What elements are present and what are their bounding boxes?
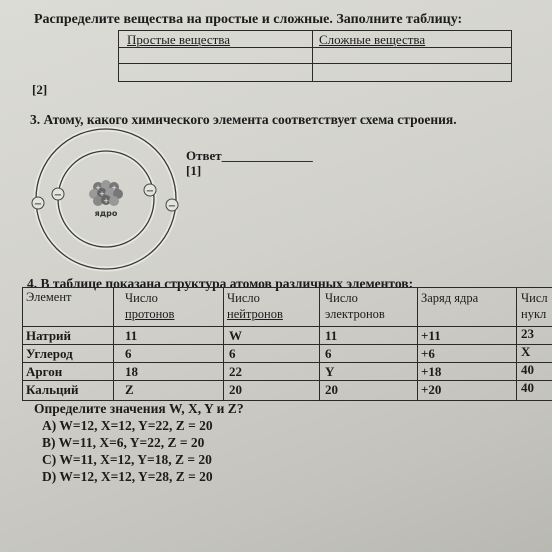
row-mass: X: [521, 344, 531, 359]
header-protons-2: протонов: [125, 307, 175, 321]
electron-icon: [144, 184, 156, 197]
task3-marks: [1]: [186, 163, 202, 178]
row-charge: +6: [421, 346, 435, 361]
column-header-simple: Простые вещества: [127, 32, 231, 47]
row-charge: +11: [421, 328, 441, 343]
nucleus-label: ядро: [94, 209, 118, 218]
svg-text:−: −: [167, 201, 177, 212]
row-electrons: 20: [325, 382, 338, 397]
svg-text:−: −: [53, 190, 63, 201]
header-neutrons-1: Число: [227, 291, 260, 305]
row-element: Натрий: [26, 328, 72, 343]
header-protons-1: Число: [125, 291, 158, 305]
atom-diagram: [30, 127, 180, 277]
row-mass: 23: [521, 326, 534, 341]
svg-text:+: +: [95, 184, 101, 192]
row-element: Углерод: [26, 346, 73, 361]
header-charge: Заряд ядра: [421, 291, 479, 305]
row-electrons: Y: [325, 364, 335, 379]
task4-intro: 4. В таблице показана структура атомов различных элементов:: [27, 276, 414, 291]
answer-option-a[interactable]: A) W=12, X=12, Y=22, Z = 20: [42, 418, 213, 433]
nucleus-icon: [89, 180, 123, 206]
header-element: Элемент: [26, 290, 72, 304]
answer-blank[interactable]: ______________: [221, 148, 313, 163]
atom-svg: [30, 127, 180, 277]
electron-icon: [52, 188, 64, 201]
row-electrons: 11: [325, 328, 338, 343]
simple-cell-1[interactable]: [119, 48, 311, 63]
electron-icon: [166, 199, 178, 212]
row-neutrons: 6: [229, 346, 236, 361]
row-charge: +18: [421, 364, 442, 379]
svg-text:+: +: [103, 197, 109, 205]
row-charge: +20: [421, 382, 442, 397]
svg-text:+: +: [99, 190, 105, 198]
task2-instruction: Распределите вещества на простые и сложные. Заполните таблицу:: [34, 12, 463, 27]
row-mass: 40: [521, 380, 534, 395]
electron-icon: [32, 197, 44, 210]
atom-structure-table: [22, 287, 552, 401]
task2-marks: [2]: [32, 82, 48, 97]
row-protons: 11: [125, 328, 138, 343]
row-neutrons: 20: [229, 382, 242, 397]
header-mass-1: Числ: [521, 291, 548, 305]
answer-option-d[interactable]: D) W=12, X=12, Y=28, Z = 20: [42, 469, 213, 484]
header-mass-2: нукл: [521, 307, 547, 321]
answer-option-b[interactable]: B) W=11, X=6, Y=22, Z = 20: [42, 435, 205, 450]
row-mass: 40: [521, 362, 534, 377]
simple-complex-table: [118, 30, 512, 82]
task4-question: Определите значения W, X, Y и Z?: [34, 401, 244, 416]
answer-label: Ответ______________: [186, 148, 313, 163]
complex-cell-1[interactable]: [314, 48, 510, 63]
row-element: Аргон: [26, 364, 63, 379]
row-element: Кальций: [26, 382, 79, 397]
row-electrons: 6: [325, 346, 332, 361]
simple-cell-2[interactable]: [119, 64, 311, 80]
complex-cell-2[interactable]: [314, 64, 510, 80]
header-electrons-2: электронов: [325, 307, 385, 321]
header-neutrons-2: нейтронов: [227, 307, 283, 321]
row-protons: Z: [125, 382, 134, 397]
row-protons: 18: [125, 364, 138, 379]
row-neutrons: W: [229, 328, 242, 343]
svg-text:−: −: [145, 186, 155, 197]
svg-text:−: −: [33, 199, 43, 210]
svg-text:+: +: [111, 184, 117, 192]
row-protons: 6: [125, 346, 132, 361]
answer-option-c[interactable]: C) W=11, X=12, Y=18, Z = 20: [42, 452, 212, 467]
task3-question: 3. Атому, какого химического элемента соответствует схема строения.: [30, 112, 457, 127]
row-neutrons: 22: [229, 364, 242, 379]
column-header-complex: Сложные вещества: [319, 32, 426, 47]
header-electrons-1: Число: [325, 291, 358, 305]
